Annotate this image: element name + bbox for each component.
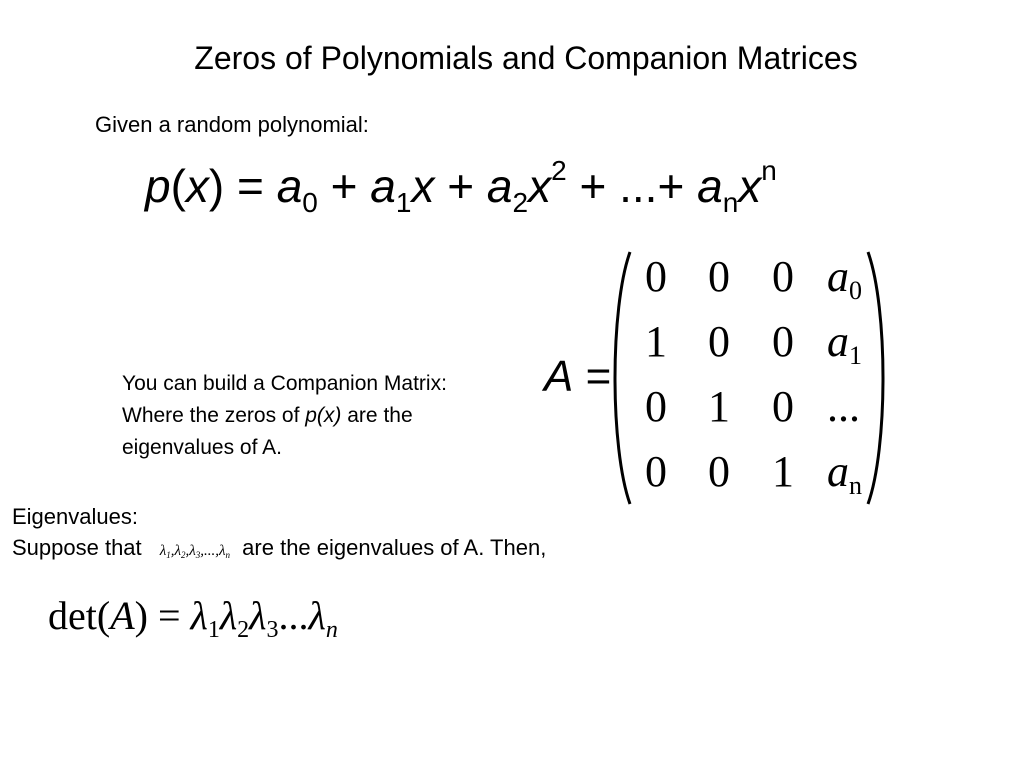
matrix-cell: 0 xyxy=(772,317,794,366)
companion-line-2: Where the zeros of p(x) are the xyxy=(122,404,413,427)
companion-line-1: You can build a Companion Matrix: xyxy=(122,372,447,395)
poly-plus: + xyxy=(657,160,685,212)
matrix-cell: 0 xyxy=(772,252,794,301)
companion-line-3: eigenvalues of A. xyxy=(122,436,282,459)
suppose-prefix: Suppose that xyxy=(12,535,142,560)
companion-matrix xyxy=(625,244,879,504)
det-equals: = xyxy=(157,593,181,638)
matrix-cell: 1 xyxy=(772,447,794,496)
det-lhs: det(A) xyxy=(48,593,148,638)
poly-term-2: $a_2x^2$ xyxy=(486,155,567,218)
matrix-cell: 0 xyxy=(708,252,730,301)
companion-description xyxy=(122,368,447,464)
matrix-cell-ellipsis: ... xyxy=(827,382,860,431)
slide-title: Zeros of Polynomials and Companion Matrices xyxy=(194,40,858,76)
suppose-suffix: are the eigenvalues of A. Then, xyxy=(242,535,547,560)
det-rhs: $\lambda_1\lambda_2\lambda_3...\lambda_n$ xyxy=(190,593,338,643)
matrix-cell-coef: $a_0$ xyxy=(827,252,862,305)
eigenvalues-statement xyxy=(12,535,546,561)
matrix-cell-coef: $a_1$ xyxy=(827,317,862,370)
matrix-cell: 0 xyxy=(645,447,667,496)
poly-lhs: p(x) xyxy=(145,160,225,212)
poly-term-0: $a_0$ xyxy=(276,160,318,218)
poly-term-n: $a_nx^n$ xyxy=(697,155,777,218)
poly-term-1: $a_1x$ xyxy=(370,160,435,218)
matrix-label: A = xyxy=(544,352,612,401)
matrix-cell: 0 xyxy=(708,317,730,366)
matrix-cell: 1 xyxy=(708,382,730,431)
lambda-list: $\lambda_1,\lambda_2,\lambda_3,...,\lambda_n$ xyxy=(159,543,231,560)
poly-plus: + xyxy=(579,160,607,212)
poly-equals: = xyxy=(237,160,264,212)
matrix-cell-coef: $a_n$ xyxy=(827,447,862,500)
matrix-cell: 0 xyxy=(645,252,667,301)
poly-ellipsis: ... xyxy=(619,160,658,212)
matrix-cell: 0 xyxy=(772,382,794,431)
given-text: Given a random polynomial: xyxy=(95,112,369,137)
poly-plus: + xyxy=(330,160,358,212)
matrix-cell: 0 xyxy=(708,447,730,496)
matrix-cell: 0 xyxy=(645,382,667,431)
determinant-equation xyxy=(48,592,338,643)
poly-plus: + xyxy=(447,160,475,212)
polynomial-equation xyxy=(145,156,777,226)
eigenvalues-heading: Eigenvalues: xyxy=(12,504,138,529)
matrix-cell: 1 xyxy=(645,317,667,366)
